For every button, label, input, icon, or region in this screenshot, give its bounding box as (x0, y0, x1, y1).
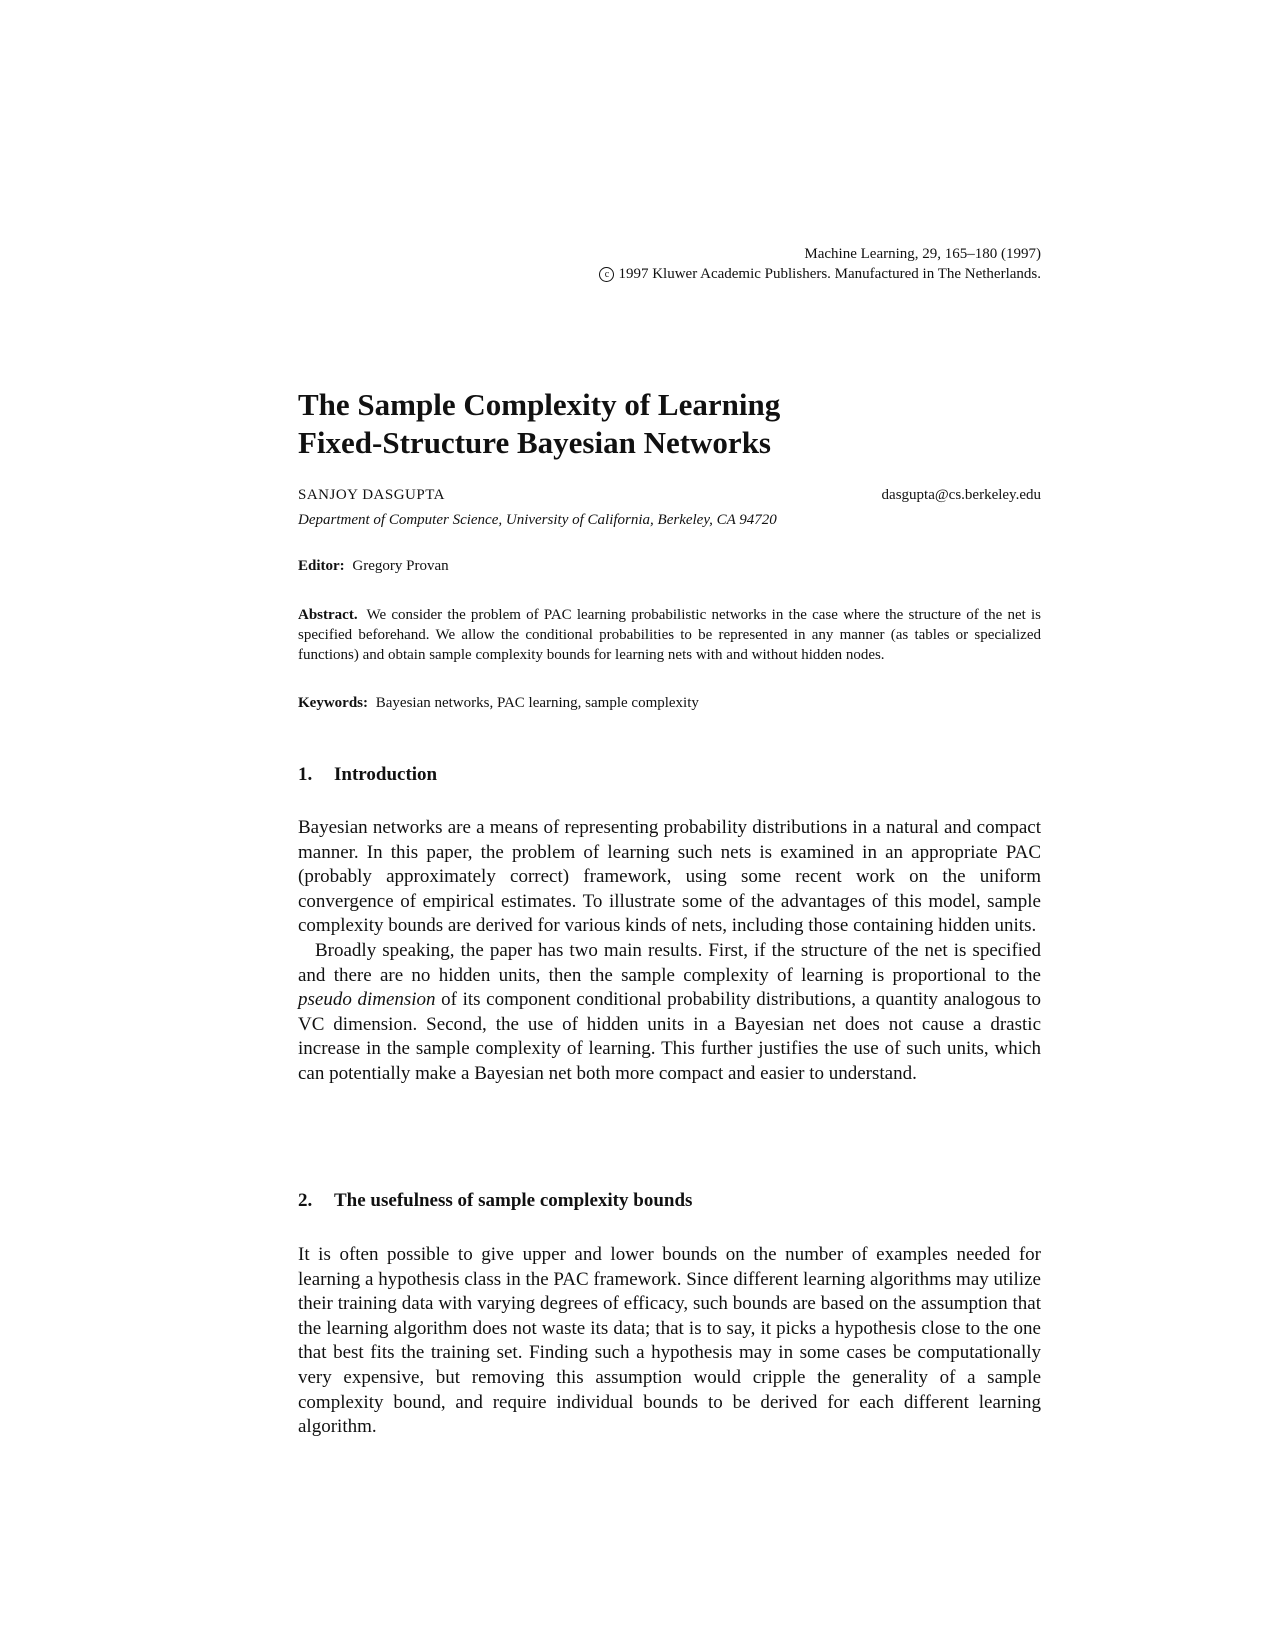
keywords (298, 693, 1041, 713)
title-line-1: The Sample Complexity of Learning (298, 387, 781, 422)
journal-header (599, 244, 1041, 284)
copyright-text: 1997 Kluwer Academic Publishers. Manufactured in The Netherlands. (618, 266, 1041, 282)
keywords-label: Keywords: (298, 695, 368, 711)
paragraph (298, 939, 1041, 1087)
abstract (298, 605, 1041, 665)
section-heading-introduction (298, 763, 1041, 787)
paragraph-text: of its component conditional probability distributions, a quantity analogous to VC dimension. Second, the use of hidden units in a Bayesian net does not cause a drastic increase in the sample complexity of learning. This further justifies the use of such units, which can potentially make a Bayesian net both more compact and easier to understand. (298, 989, 1041, 1084)
journal-citation: Machine Learning, 29, 165–180 (1997) (804, 246, 1041, 262)
section-body-usefulness (298, 1243, 1041, 1440)
paper-title (298, 386, 1041, 462)
author-email: dasgupta@cs.berkeley.edu (881, 487, 1041, 503)
paragraph-text: Broadly speaking, the paper has two main results. First, if the structure of the net is specified and there are no hidden units, then the sample complexity of learning is proportional to the (298, 939, 1041, 986)
section-number: 1. (298, 764, 313, 785)
section-title: The usefulness of sample complexity bounds (334, 1190, 693, 1211)
section-title: Introduction (334, 764, 438, 785)
section-heading-usefulness (298, 1189, 1041, 1213)
title-line-2: Fixed-Structure Bayesian Networks (298, 425, 771, 460)
section-number: 2. (298, 1190, 313, 1211)
section-body-introduction (298, 816, 1041, 1087)
paragraph: Bayesian networks are a means of representing probability distributions in a natural and compact manner. In this paper, the problem of learning such nets is examined in an appropriate PAC (probably approximately correct) framework, using some recent work on the uniform convergence of empirical estimates. To illustrate some of the advantages of this model, sample complexity bounds are derived for various kinds of nets, including those containing hidden units. (298, 817, 1041, 937)
editor-line (298, 556, 1041, 576)
copyright-icon: c (599, 267, 614, 282)
paragraph: It is often possible to give upper and lower bounds on the number of examples needed for learning a hypothesis class in the PAC framework. Since different learning algorithms may utilize their training data with varying degrees of efficacy, such bounds are based on the assumption that the learning algorithm does not waste its data; that is to say, it picks a hypothesis close to the one that best fits the training set. Finding such a hypothesis may in some cases be computationally very expensive, but removing this assumption would cripple the generality of a sample complexity bound, and require individual bounds to be derived for each different learning algorithm. (298, 1244, 1041, 1438)
author-row (298, 485, 1041, 505)
copyright-notice (599, 264, 1041, 284)
keywords-text: Bayesian networks, PAC learning, sample complexity (375, 695, 699, 711)
abstract-label: Abstract. (298, 607, 358, 623)
author-affiliation: Department of Computer Science, University of California, Berkeley, CA 94720 (298, 512, 777, 528)
editor-name: Gregory Provan (352, 558, 449, 574)
abstract-text: We consider the problem of PAC learning probabilistic networks in the case where the structure of the net is specified beforehand. We allow the conditional probabilities to be represented in any manner (as tables or specialized functions) and obtain sample complexity bounds for learning nets with and without hidden nodes. (298, 607, 1042, 663)
author-name: SANJOY DASGUPTA (298, 487, 446, 503)
editor-label: Editor: (298, 558, 345, 574)
italic-term: pseudo dimension (298, 989, 436, 1011)
